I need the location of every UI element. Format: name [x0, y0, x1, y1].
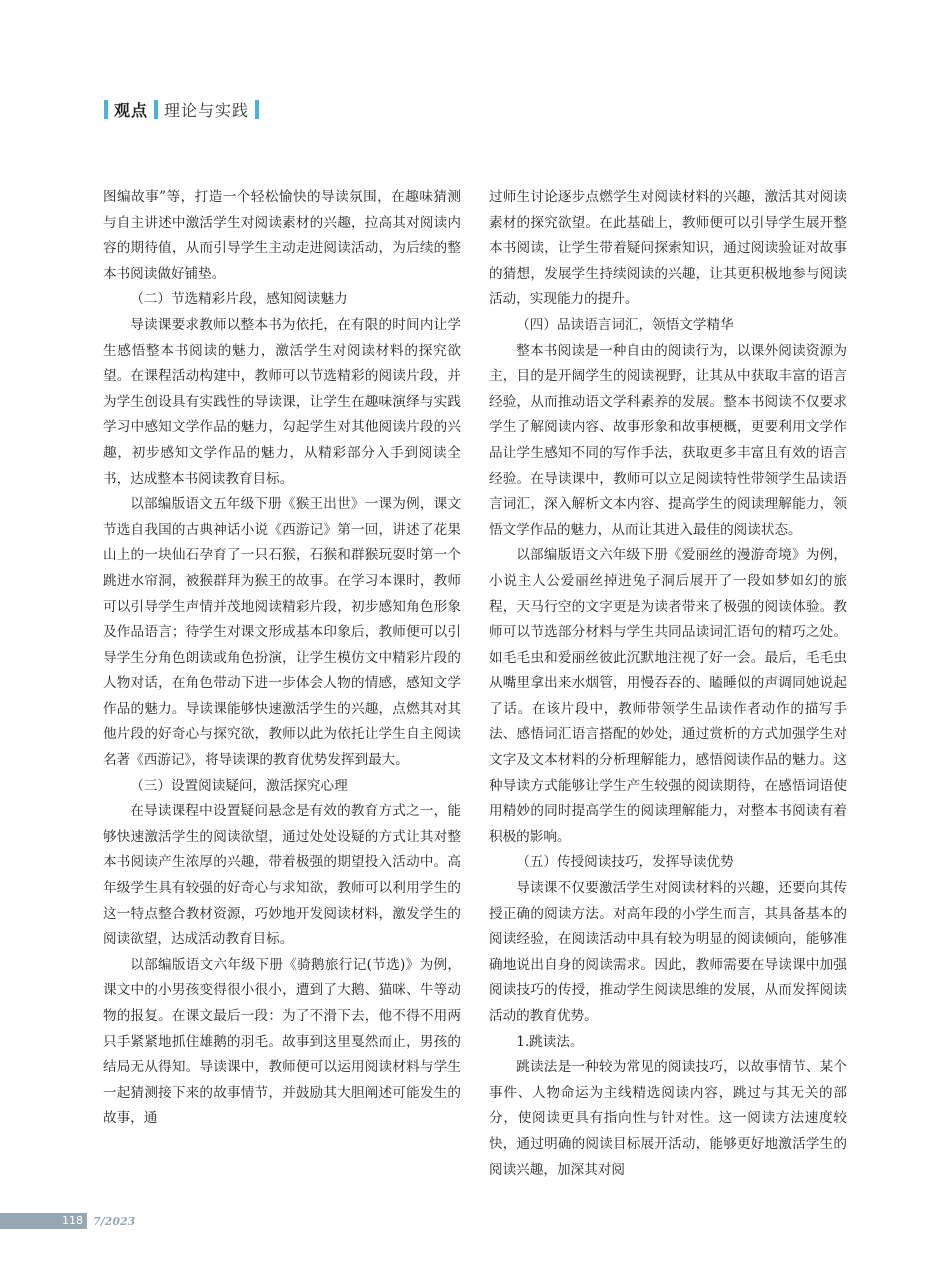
header-accent-bar — [104, 100, 108, 119]
footer-band — [0, 1213, 60, 1229]
issue-label: 7/2023 — [93, 1214, 136, 1228]
header-subsection: 理论与实践 — [164, 100, 250, 120]
section-heading: 1.跳读法。 — [516, 1033, 584, 1050]
paragraph: 以部编版语文五年级下册《猴王出世》一课为例，课文节选自我国的古典神话小说《西游记》第一回，讲述了花果山上的一块仙石孕育了一只石猴，石猴和群猴玩耍时第一个跳进水帘洞，被猴群拜为猴王的故事。在学习本课时，教师可以引导学生声情并茂地阅读精彩片段，初步感知角色形象及作品语言；待学生对课文形成基本印象后，教师便可以引导学生分角色朗读或角色扮演，让学生模仿文中精彩片段的人物对话，在角色带动下进一步体会人物的情感，感知文学作品的魅力。导读课能够快速激活学生的兴趣，点燃其对其他片段的好奇心与探究欲，教师以此为依托让学生自主阅读名著《西游记》，将导读课的教育优势发挥到最大。 — [103, 496, 461, 769]
section-heading: （五）传授阅读技巧，发挥导读优势 — [516, 854, 734, 871]
paragraph: 导读课要求教师以整本书为依托，在有限的时间内让学生感悟整本书阅读的魅力，激活学生对阅读材料的探究欲望。在课程活动构建中，教师可以节选精彩的阅读片段，并为学生创设具有实践性的导读课，让学生在趣味演绎与实践学习中感知文学作品的魅力，勾起学生对其他阅读片段的兴趣，初步感知文学作品的魅力，从精彩部分入手到阅读全书，达成整本书阅读教育目标。 — [103, 316, 461, 487]
paragraph: 跳读法是一种较为常见的阅读技巧，以故事情节、某个事件、人物命运为主线精选阅读内容，跳过与其无关的部分，使阅读更具有指向性与针对性。这一阅读方法速度较快，通过明确的阅读目标展开活动，能够更好地激活学生的阅读兴趣，加深其对阅 — [489, 1059, 847, 1178]
page-number: 118 — [60, 1213, 87, 1229]
paragraph: 导读课不仅要激活学生对阅读材料的兴趣，还要向其传授正确的阅读方法。对高年段的小学生而言，其具备基本的阅读经验，在阅读活动中具有较为明显的阅读倾向，能够准确地说出自身的阅读需求。因此，教师需要在导读课中加强阅读技巧的传授，推动学生阅读思维的发展，从而发挥阅读活动的教育优势。 — [489, 880, 847, 1024]
header-section: 观点 — [114, 100, 149, 120]
section-heading: （四）品读语言词汇，领悟文学精华 — [516, 316, 734, 333]
section-heading: （二）节选精彩片段，感知阅读魅力 — [130, 291, 348, 308]
paragraph: 以部编版语文六年级下册《骑鹅旅行记(节选)》为例，课文中的小男孩变得很小很小，遭到了大鹅、猫咪、牛等动物的报复。在课文最后一段：为了不滑下去，他不得不用两只手紧紧地抓住雄鹅的羽毛。故事到这里戛然而止，男孩的结局无从得知。导读课中，教师便可以运用阅读材料与学生一起猜测接下来的故事情节，并鼓励其大胆阐述可能发生的故事，通 — [103, 956, 461, 1127]
paragraph: 整本书阅读是一种自由的阅读行为，以课外阅读资源为主，目的是开阔学生的阅读视野，让其从中获取丰富的语言经验，从而推动语文学科素养的发展。整本书阅读不仅要求学生了解阅读内容、故事形象和故事梗概，更要利用文学作品让学生感知不同的写作手法，获取更多丰富且有效的语言经验。在导读课中，教师可以立足阅读特性带领学生品读语言词汇，深入解析文本内容、提高学生的阅读理解能力，领悟文学作品的魅力，从而让其进入最佳的阅读状态。 — [489, 342, 847, 538]
left-column — [103, 185, 461, 1132]
running-header — [104, 98, 259, 120]
header-end-bar — [255, 100, 259, 119]
paragraph: 在导读课程中设置疑问悬念是有效的教育方式之一，能够快速激活学生的阅读欲望，通过处处设疑的方式让其对整本书阅读产生浓厚的兴趣，带着极强的期望投入活动中。高年级学生具有较强的好奇心与求知欲，教师可以利用学生的这一特点整合教材资源，巧妙地开发阅读材料，激发学生的阅读欲望，达成活动教育目标。 — [103, 803, 461, 948]
header-divider-bar — [154, 100, 158, 119]
paragraph: 过师生讨论逐步点燃学生对阅读材料的兴趣，激活其对阅读素材的探究欲望。在此基础上，教师便可以引导学生展开整本书阅读，让学生带着疑问探索知识，通过阅读验证对故事的猜想，发展学生持续阅读的兴趣，让其更积极地参与阅读活动，实现能力的提升。 — [489, 189, 847, 308]
paragraph: 图编故事”等，打造一个轻松愉快的导读氛围，在趣味猜测与自主讲述中激活学生对阅读素材的兴趣，拉高其对阅读内容的期待值，从而引导学生主动走进阅读活动，为后续的整本书阅读做好铺垫。 — [103, 189, 461, 282]
paragraph: 以部编版语文六年级下册《爱丽丝的漫游奇境》为例，小说主人公爱丽丝掉进兔子洞后展开了一段如梦如幻的旅程，天马行空的文字更是为读者带来了极强的阅读体验。教师可以节选部分材料与学生共同品读词汇语句的精巧之处。如毛毛虫和爱丽丝彼此沉默地注视了好一会。最后，毛毛虫从嘴里拿出来水烟管，用慢吞吞的、瞌睡似的声调同她说起了话。在该片段中，教师带领学生品读作者动作的描写手法、感悟词汇语言搭配的妙处，通过赏析的方式加强学生对文字及文本材料的分析理解能力，感悟阅读作品的魅力。这种导读方式能够让学生产生较强的阅读期待，在感悟词语使用精妙的同时提高学生的阅读理解能力，对整本书阅读有着积极的影响。 — [489, 547, 847, 845]
page-footer — [0, 1213, 135, 1229]
right-column — [489, 185, 847, 1183]
section-heading: （三）设置阅读疑问，激活探究心理 — [130, 777, 348, 794]
